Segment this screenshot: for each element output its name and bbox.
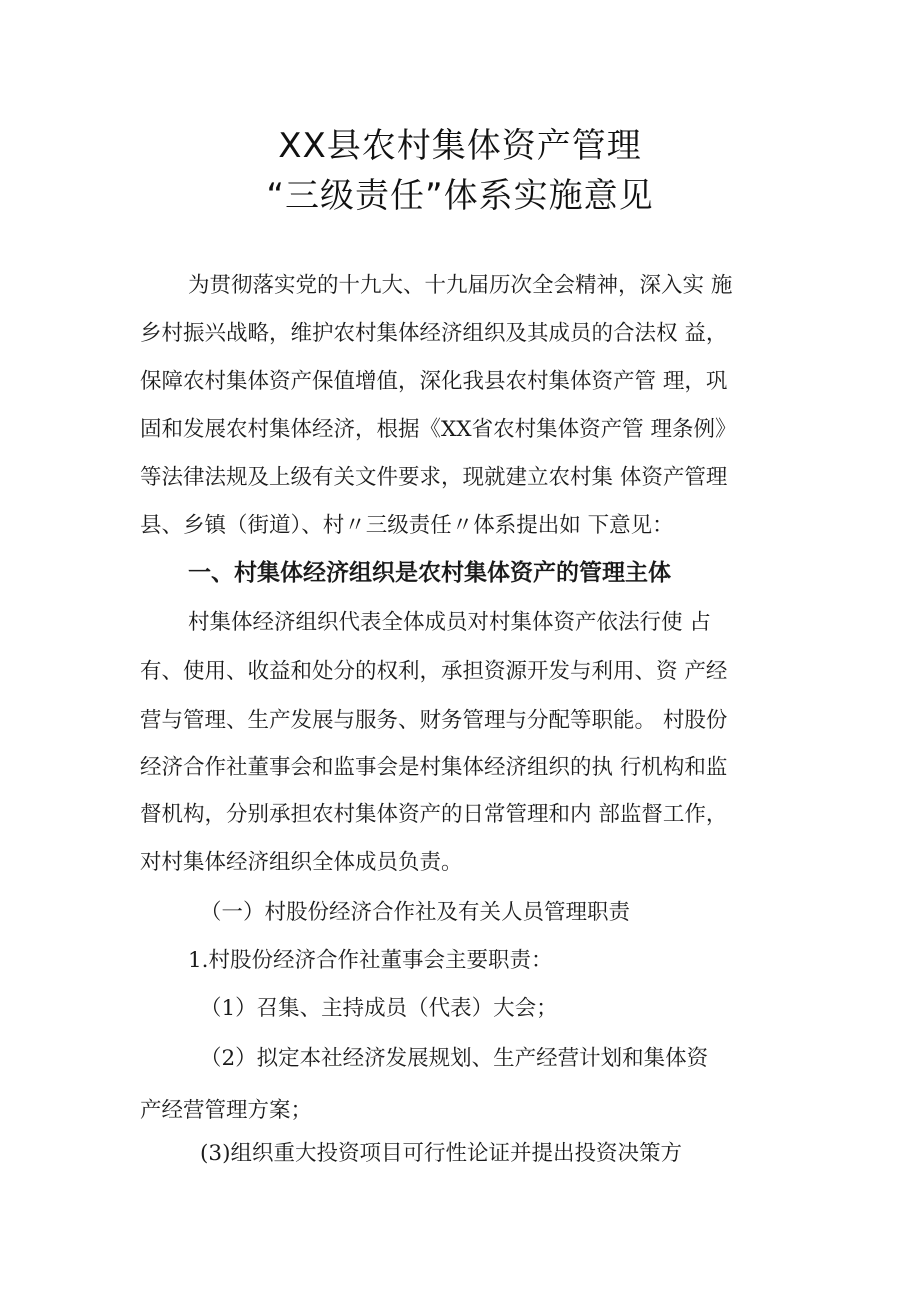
intro-line: 保障农村集体资产保值增值，深化我县农村集体资产管 理，巩: [140, 369, 728, 394]
section-line: 督机构，分别承担农村集体资产的日常管理和内 部监督工作，: [140, 802, 728, 827]
section-line: 村集体经济组织代表全体成员对村集体资产依法行使 占: [188, 610, 711, 635]
section-line: 有、使用、收益和处分的权利，承担资源开发与利用、资 产经: [140, 659, 728, 684]
intro-line: 为贯彻落实党的十九大、十九届历次全会精神，深入实 施: [188, 273, 733, 298]
title-line-1: XX县农村集体资产管理: [278, 126, 642, 166]
intro-line: 县、乡镇（街道）、村〃三级责任〃体系提出如 下意见：: [140, 513, 674, 538]
title-line-2: “三级责任”体系实施意见: [266, 176, 654, 216]
intro-line: 乡村振兴战略，维护农村集体经济组织及其成员的合法权 益，: [140, 321, 728, 346]
list-item: （1）召集、主持成员（代表）大会；: [200, 996, 558, 1021]
list-item: (3)组织重大投资项目可行性论证并提出投资决策方: [200, 1141, 682, 1166]
intro-line: 固和发展农村集体经济，根据《XX省农村集体资产管 理条例》: [140, 417, 737, 442]
intro-line: 等法律法规及上级有关文件要求，现就建立农村集 体资产管理: [140, 465, 728, 490]
list-item-continuation: 产经营管理方案；: [140, 1098, 313, 1123]
list-item: （2）拟定本社经济发展规划、生产经营计划和集体资: [200, 1046, 709, 1071]
subsection-heading: （一）村股份经济合作社及有关人员管理职责: [200, 900, 631, 925]
list-item: 1.村股份经济合作社董事会主要职责：: [188, 948, 553, 973]
section-line: 经济合作社董事会和监事会是村集体经济组织的执 行机构和监: [140, 755, 728, 780]
section-line: 营与管理、生产发展与服务、财务管理与分配等职能。 村股份: [140, 708, 728, 733]
section-line: 对村集体经济组织全体成员负责。: [140, 850, 463, 875]
section-heading: 一、村集体经济组织是农村集体资产的管理主体: [188, 560, 671, 586]
